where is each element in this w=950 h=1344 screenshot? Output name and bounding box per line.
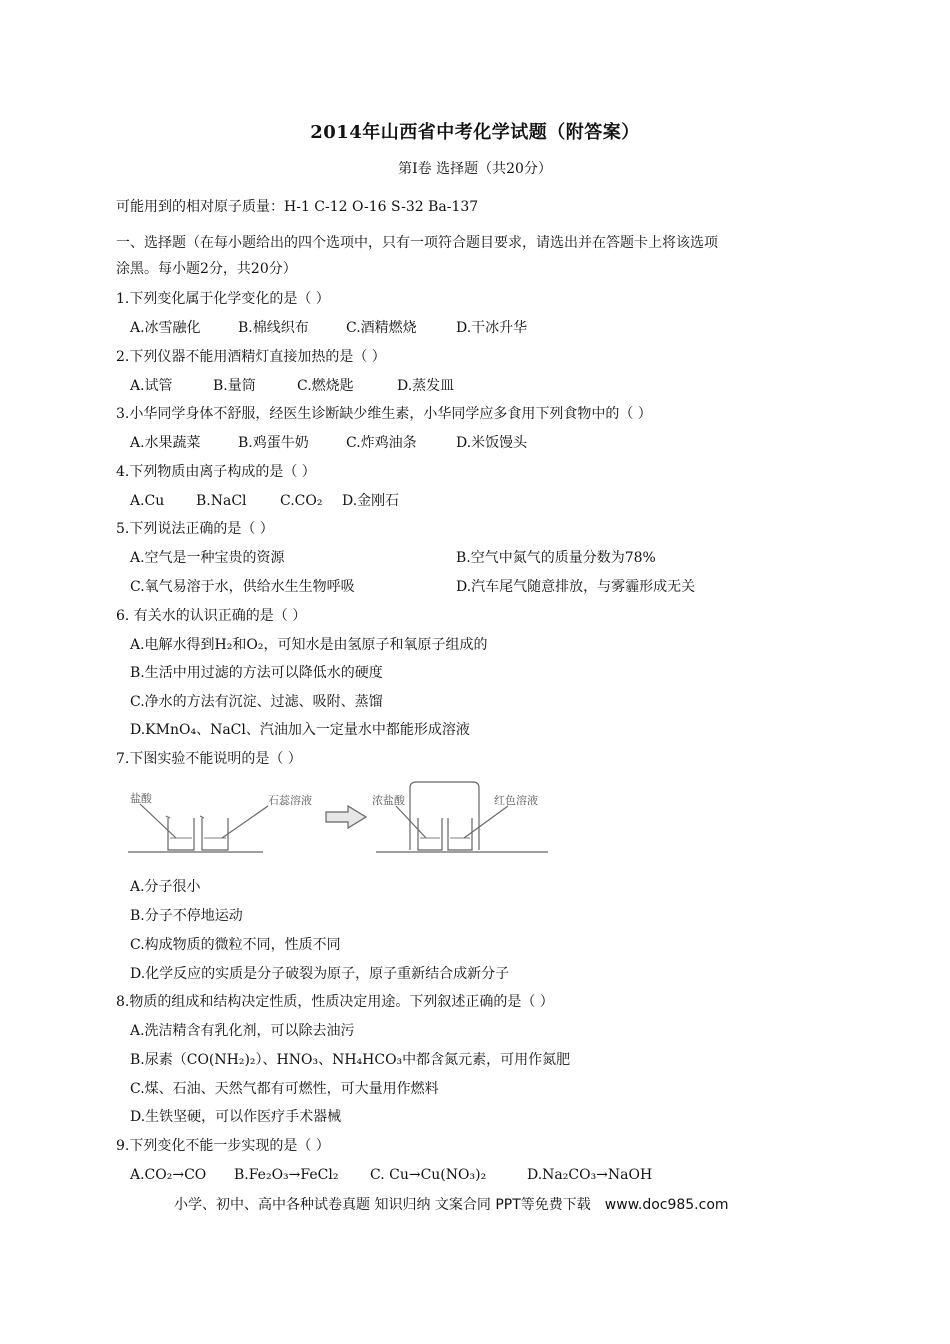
page-title: 2014年山西省中考化学试题（附答案） <box>310 122 640 143</box>
experiment-figure <box>128 780 558 860</box>
option: C.酒精燃烧 <box>346 320 417 336</box>
option: B.鸡蛋牛奶 <box>238 435 309 451</box>
option: B.分子不停地运动 <box>130 908 243 924</box>
option: D.米饭馒头 <box>456 435 528 451</box>
option: D.KMnO₄、NaCl、汽油加入一定量水中都能形成溶液 <box>130 722 470 738</box>
question-stem: 8.物质的组成和结构决定性质，性质决定用途。下列叙述正确的是（ ） <box>116 994 554 1010</box>
option: A.电解水得到H₂和O₂，可知水是由氢原子和氧原子组成的 <box>130 637 488 653</box>
question-stem: 7.下图实验不能说明的是（ ） <box>116 751 302 767</box>
option: C.煤、石油、天然气都有可燃性，可大量用作燃料 <box>130 1081 439 1097</box>
footer-text: 小学、初中、高中各种试卷真题 知识归纳 文案合同 PPT等免费下载 <box>174 1197 591 1213</box>
option: A.洗洁精含有乳化剂，可以除去油污 <box>130 1023 355 1039</box>
option: C.CO₂ <box>280 493 323 509</box>
label-red-solution: 红色溶液 <box>494 794 538 807</box>
option: D.蒸发皿 <box>397 378 455 394</box>
option: D.汽车尾气随意排放，与雾霾形成无关 <box>456 579 696 595</box>
option: B.NaCl <box>196 493 247 509</box>
question-stem: 5.下列说法正确的是（ ） <box>116 521 274 537</box>
option: C.燃烧匙 <box>297 378 354 394</box>
label-litmus: 石蕊溶液 <box>268 794 312 807</box>
option: C.氧气易溶于水，供给水生生物呼吸 <box>130 579 355 595</box>
question-stem: 1.下列变化属于化学变化的是（ ） <box>116 291 330 307</box>
option: B.棉线织布 <box>238 320 309 336</box>
question-stem: 2.下列仪器不能用酒精灯直接加热的是（ ） <box>116 349 386 365</box>
option: C. Cu→Cu(NO₃)₂ <box>370 1167 487 1183</box>
option: D.生铁坚硬，可以作医疗手术器械 <box>130 1109 342 1125</box>
option: A.水果蔬菜 <box>130 435 201 451</box>
option: D.Na₂CO₃→NaOH <box>527 1167 653 1183</box>
question-stem: 4.下列物质由离子构成的是（ ） <box>116 464 316 480</box>
option: A.空气是一种宝贵的资源 <box>130 550 285 566</box>
option: C.炸鸡油条 <box>346 435 417 451</box>
section-intro-line2: 涂黑。每小题2分，共20分） <box>116 261 297 277</box>
question-stem: 6. 有关水的认识正确的是（ ） <box>116 608 307 624</box>
option: A.分子很小 <box>130 879 201 895</box>
label-conc-acid: 浓盐酸 <box>372 794 405 807</box>
option: A.试管 <box>130 378 173 394</box>
question-stem: 3.小华同学身体不舒服，经医生诊断缺少维生素，小华同学应多食用下列食物中的（ ） <box>116 406 652 422</box>
label-hydrochloric-acid: 盐酸 <box>130 792 152 805</box>
option: D.化学反应的实质是分子破裂为原子，原子重新结合成新分子 <box>130 966 510 982</box>
option: B.生活中用过滤的方法可以降低水的硬度 <box>130 665 383 681</box>
footer <box>174 1194 729 1214</box>
option: B.量筒 <box>213 378 256 394</box>
section-intro-line1: 一、选择题（在每小题给出的四个选项中，只有一项符合题目要求，请选出并在答题卡上将该选项 <box>116 235 718 251</box>
option: D.干冰升华 <box>456 320 528 336</box>
atomic-masses: 可能用到的相对原子质量：H-1 C-12 O-16 S-32 Ba-137 <box>116 199 479 215</box>
question-stem: 9.下列变化不能一步实现的是（ ） <box>116 1138 330 1154</box>
option: D.金刚石 <box>342 493 400 509</box>
option: B.空气中氮气的质量分数为78% <box>456 550 656 566</box>
option: A.冰雪融化 <box>130 320 201 336</box>
option: C.构成物质的微粒不同，性质不同 <box>130 937 341 953</box>
option: C.净水的方法有沉淀、过滤、吸附、蒸馏 <box>130 694 383 710</box>
option: B.Fe₂O₃→FeCl₂ <box>234 1167 339 1183</box>
option: A.Cu <box>130 493 165 509</box>
section-subtitle: 第Ⅰ卷 选择题（共20分） <box>398 161 552 177</box>
option: A.CO₂→CO <box>130 1167 207 1183</box>
option: B.尿素（CO(NH₂)₂）、HNO₃、NH₄HCO₃中都含氮元素，可用作氮肥 <box>130 1052 571 1068</box>
footer-url[interactable]: www.doc985.com <box>604 1197 729 1213</box>
